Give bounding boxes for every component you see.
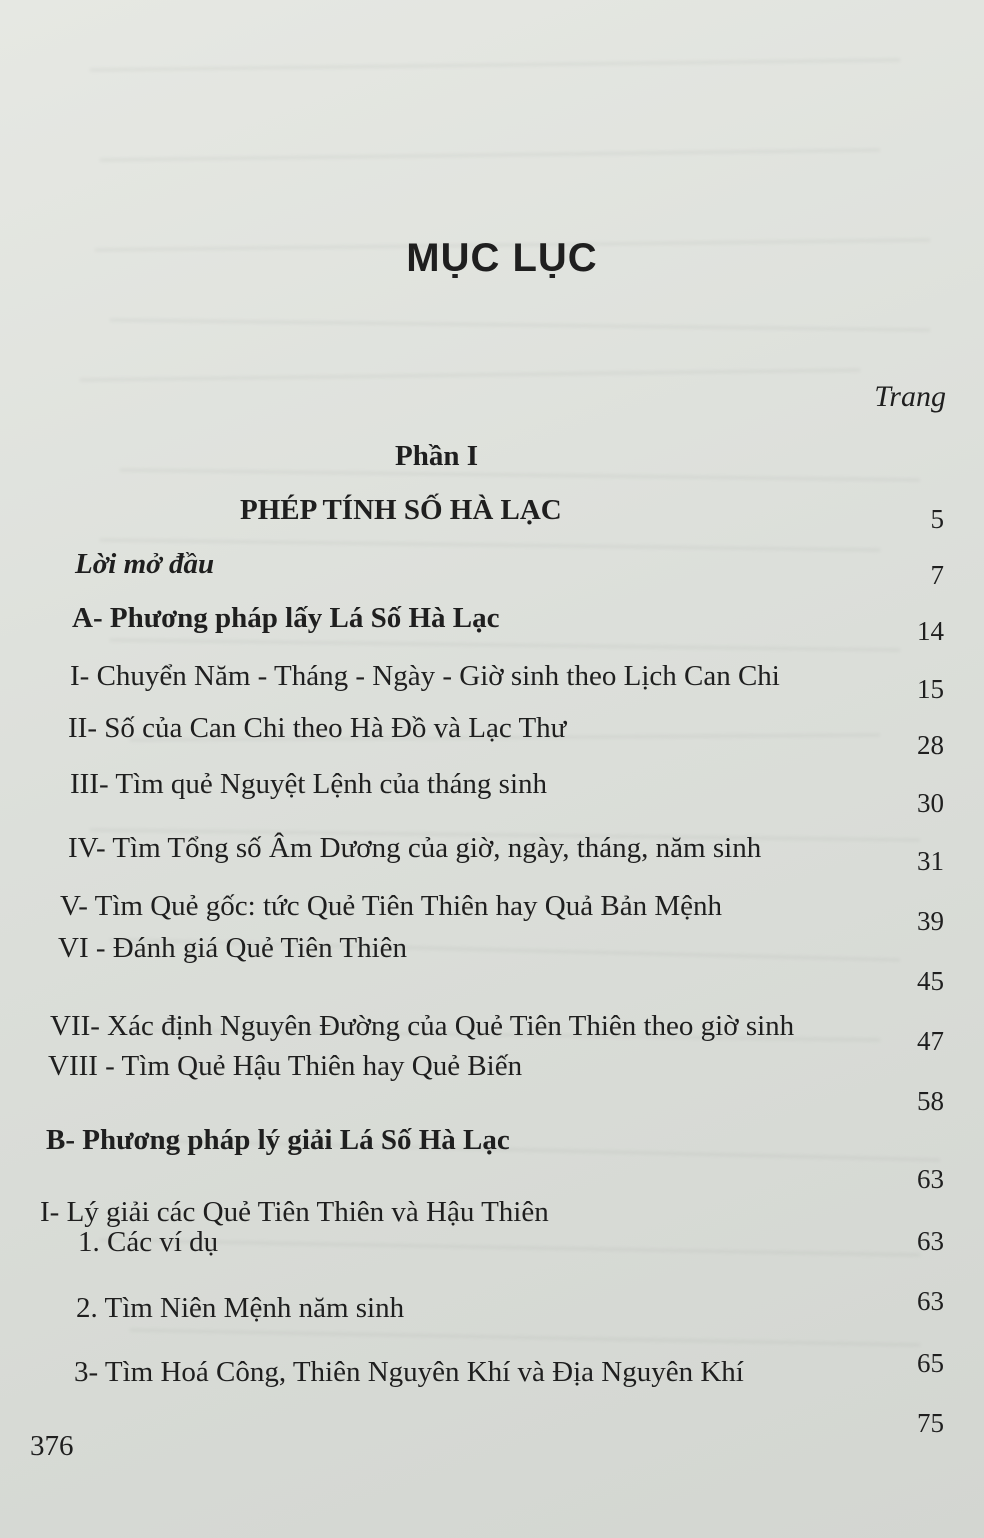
toc-entry-page: 5 xyxy=(930,504,944,534)
toc-entry-label: 1. Các ví dụ xyxy=(78,1226,219,1258)
toc-entry-label: B- Phương pháp lý giải Lá Số Hà Lạc xyxy=(46,1124,510,1156)
toc-entry xyxy=(0,768,984,818)
toc-entry-label: V- Tìm Quẻ gốc: tức Quẻ Tiên Thiên hay Quả Bản Mệnh xyxy=(60,890,722,922)
toc-entry xyxy=(0,1050,984,1116)
toc-entry-label: A- Phương pháp lấy Lá Số Hà Lạc xyxy=(72,602,500,634)
toc-entry xyxy=(0,712,984,760)
toc-entry xyxy=(0,1356,984,1438)
toc-entry-page: 30 xyxy=(917,788,944,818)
toc-entry xyxy=(0,832,984,876)
toc-entry-page: 75 xyxy=(917,1408,944,1438)
toc-entry-label: 3- Tìm Hoá Công, Thiên Nguyên Khí và Địa Nguyên Khí xyxy=(74,1356,744,1388)
toc-entry-label: 2. Tìm Niên Mệnh năm sinh xyxy=(76,1292,405,1324)
page-title: MỤC LỤC xyxy=(406,236,598,280)
part-heading: Phần I xyxy=(395,440,479,472)
toc-entry-label: PHÉP TÍNH SỐ HÀ LẠC xyxy=(240,494,562,526)
toc-entry-page: 65 xyxy=(917,1348,944,1378)
toc-entry-page: 63 xyxy=(917,1226,944,1256)
toc-entry xyxy=(0,548,984,592)
toc-entry xyxy=(0,660,984,704)
toc-entry-label: Lời mở đầu xyxy=(75,548,215,580)
toc-entry-page: 7 xyxy=(930,560,944,590)
toc-entry-label: I- Lý giải các Quẻ Tiên Thiên và Hậu Thiên xyxy=(40,1196,549,1228)
toc-entry-label: VI - Đánh giá Quẻ Tiên Thiên xyxy=(58,932,408,964)
page-column-header: Trang xyxy=(874,380,946,413)
toc-entry-page: 28 xyxy=(917,730,944,760)
toc-entry-page: 39 xyxy=(917,906,944,936)
toc-entry xyxy=(0,932,984,996)
toc-entry-page: 63 xyxy=(917,1164,944,1194)
toc-entry-page: 14 xyxy=(917,616,944,646)
toc-entry-label: I- Chuyển Năm - Tháng - Ngày - Giờ sinh theo Lịch Can Chi xyxy=(70,660,780,692)
toc-entry xyxy=(0,602,984,646)
toc-entry-page: 31 xyxy=(917,846,944,876)
toc-entry-page: 58 xyxy=(917,1086,944,1116)
toc-entry xyxy=(0,494,984,538)
toc-entry-page: 45 xyxy=(917,966,944,996)
toc-entry-label: VIII - Tìm Quẻ Hậu Thiên hay Quẻ Biến xyxy=(48,1050,523,1082)
toc-entry xyxy=(0,890,984,934)
toc-entry xyxy=(0,1010,984,1054)
toc-entry-page: 63 xyxy=(917,1286,944,1316)
toc-entry xyxy=(0,1124,984,1194)
toc-entry-page: 15 xyxy=(917,674,944,704)
page-number: 376 xyxy=(30,1430,74,1462)
toc-entry-label: IV- Tìm Tổng số Âm Dương của giờ, ngày, tháng, năm sinh xyxy=(68,832,762,864)
toc-entry-label: VII- Xác định Nguyên Đường của Quẻ Tiên Thiên theo giờ sinh xyxy=(50,1010,795,1042)
toc-entry-label: III- Tìm quẻ Nguyệt Lệnh của tháng sinh xyxy=(70,768,548,800)
toc-entry-page: 47 xyxy=(917,1026,944,1056)
toc-entry-label: II- Số của Can Chi theo Hà Đồ và Lạc Thư xyxy=(68,712,567,744)
